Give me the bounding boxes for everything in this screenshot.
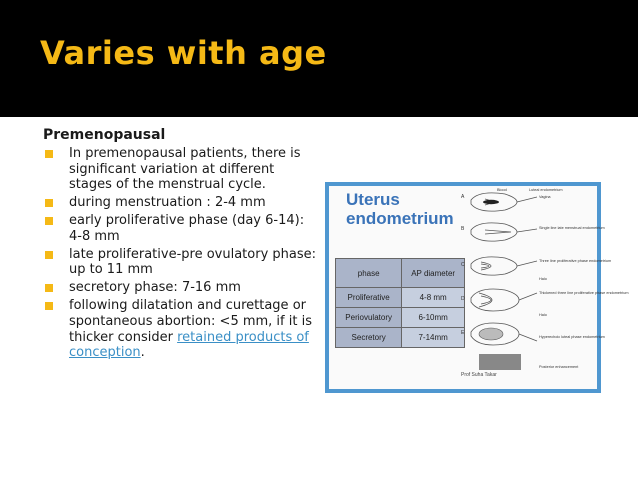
table-header-row <box>336 259 465 288</box>
diagram-label: Luteal endometrium <box>529 188 563 192</box>
bullet-text: early proliferative phase (day 6-14): 4-8 mm <box>69 212 305 244</box>
figure-panel <box>329 186 629 389</box>
section-heading: Premenopausal <box>43 127 166 143</box>
figure-title-line1: Uterus <box>346 190 400 209</box>
slide-content <box>43 128 318 363</box>
bullet-item <box>43 298 318 361</box>
table-cell-diameter: 7-14mm <box>402 328 465 348</box>
diagram-label: Single line late menstrual endometrium <box>539 226 605 230</box>
diagram-letter: A <box>461 194 465 200</box>
diagram-letter: C <box>461 262 465 268</box>
figure-title-line2: endometrium <box>346 209 454 228</box>
table-cell-phase: Proliferative <box>336 288 402 308</box>
bullet-text: late proliferative-pre ovulatory phase: up to 11 mm <box>69 246 317 278</box>
table-row <box>336 308 465 328</box>
diagram-label: Vagina <box>539 195 551 199</box>
title-bar <box>0 0 638 117</box>
bullet-item <box>43 247 318 279</box>
table-header: AP diameter <box>402 259 465 288</box>
table-cell-diameter: 6-10mm <box>402 308 465 328</box>
diagram-label: Posterior enhancement <box>539 365 579 369</box>
bullet-item <box>43 195 318 211</box>
bullet-text-end: . <box>140 345 145 361</box>
bullet-item <box>43 213 318 245</box>
bullet-icon <box>45 150 53 158</box>
retained-products-link[interactable]: retained products of conception <box>69 329 309 361</box>
bullet-item <box>43 280 318 296</box>
slide-title: Varies with age <box>40 34 327 72</box>
ap-diameter-table <box>335 258 465 348</box>
bullet-icon <box>45 284 53 292</box>
diagram-label: Halo <box>539 277 547 281</box>
table-row <box>336 328 465 348</box>
bullet-text: during menstruation : 2-4 mm <box>69 195 266 211</box>
diagram-letter: E <box>461 330 465 336</box>
bullet-icon <box>45 302 53 310</box>
figure-title <box>346 190 454 228</box>
diagram-label: Thickened three line proliferative phase endometrium <box>539 291 629 295</box>
bullet-list <box>43 146 318 361</box>
endometrium-diagram <box>457 186 629 389</box>
diagram-label: Hyperechoic luteal phase endometrium <box>539 335 605 339</box>
bullet-icon <box>45 199 53 207</box>
table-cell-phase: Periovulatory <box>336 308 402 328</box>
endometrium-figure <box>325 182 629 393</box>
table-row <box>336 288 465 308</box>
table-cell-diameter: 4-8 mm <box>402 288 465 308</box>
diagram-letter: B <box>461 226 465 232</box>
bullet-text: following dilatation and curettage or spontaneous abortion: <5 mm, if it is thicker consider <box>69 297 312 345</box>
diagram-label: Three line proliferative phase endometrium <box>539 259 612 263</box>
table-cell-phase: Secretory <box>336 328 402 348</box>
uterus-drawing-c <box>471 257 517 275</box>
ultrasound-thumbnail <box>479 354 521 370</box>
diagram-letter: D <box>461 296 465 302</box>
diagram-label: Halo <box>539 313 547 317</box>
uterus-drawing-d <box>471 289 519 311</box>
bullet-icon <box>45 251 53 259</box>
bullet-text: In premenopausal patients, there is significant variation at different stages of the menstrual cycle. <box>69 145 301 193</box>
diagram-label: Blood <box>497 188 507 192</box>
table-header: phase <box>336 259 402 288</box>
bullet-text: secretory phase: 7-16 mm <box>69 280 241 296</box>
bullet-item <box>43 146 318 193</box>
image-credit: Prof Suha Takar <box>461 372 497 378</box>
bullet-icon <box>45 217 53 225</box>
